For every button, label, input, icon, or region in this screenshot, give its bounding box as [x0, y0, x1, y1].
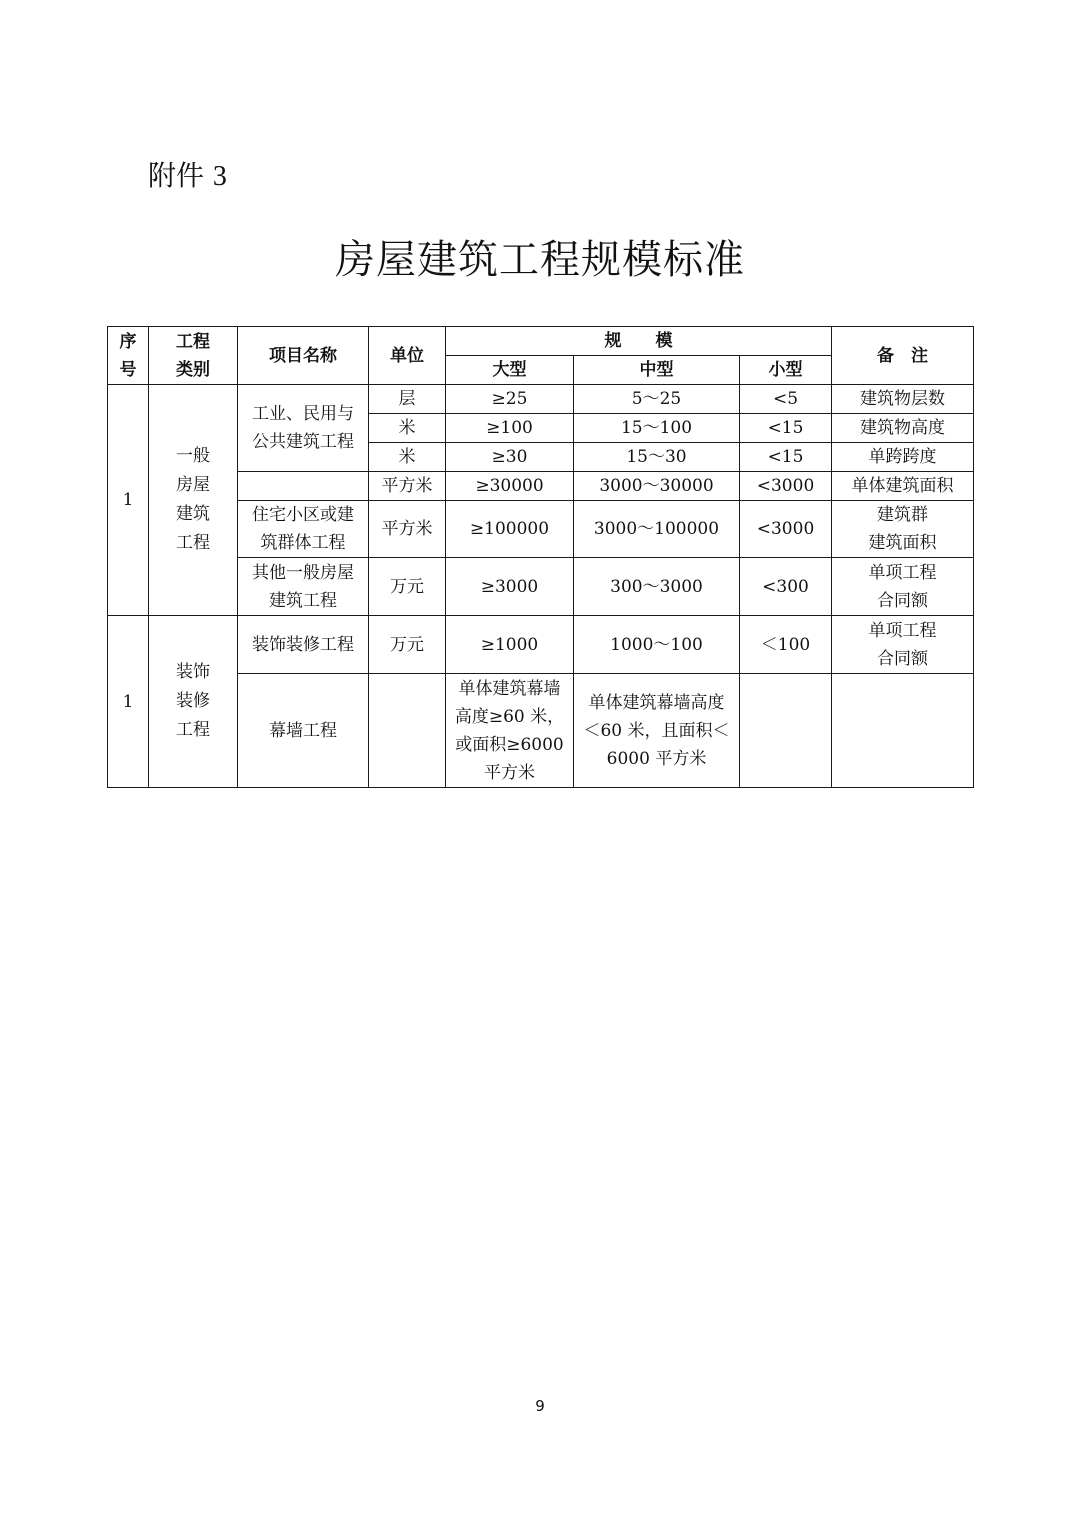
cell-item-empty — [238, 472, 369, 501]
cell-remark: 建筑群 建筑面积 — [832, 501, 974, 558]
table-row — [108, 472, 974, 501]
cell-item: 幕墙工程 — [238, 674, 369, 788]
cell-small: ＜100 — [740, 616, 832, 674]
group1-category: 一般 房屋 建筑 工程 — [149, 385, 238, 616]
cell-small — [740, 674, 832, 788]
cell-small: <15 — [740, 414, 832, 443]
cell-unit: 平方米 — [369, 472, 446, 501]
cell-small: <15 — [740, 443, 832, 472]
header-unit: 单位 — [369, 327, 446, 385]
cell-medium: 15～30 — [574, 443, 740, 472]
cell-item: 装饰装修工程 — [238, 616, 369, 674]
cell-large: ≥100 — [446, 414, 574, 443]
group1-index: 1 — [108, 385, 149, 616]
cell-unit: 层 — [369, 385, 446, 414]
cell-remark: 单体建筑面积 — [832, 472, 974, 501]
cell-unit: 万元 — [369, 558, 446, 616]
table-row — [108, 385, 974, 414]
cell-medium: 300～3000 — [574, 558, 740, 616]
header-large: 大型 — [446, 356, 574, 385]
cell-remark: 单跨跨度 — [832, 443, 974, 472]
attachment-number: 3 — [212, 161, 227, 192]
cell-small: <300 — [740, 558, 832, 616]
cell-large: ≥30000 — [446, 472, 574, 501]
cell-remark: 建筑物高度 — [832, 414, 974, 443]
header-small: 小型 — [740, 356, 832, 385]
cell-small: <3000 — [740, 501, 832, 558]
cell-unit: 平方米 — [369, 501, 446, 558]
cell-item: 其他一般房屋 建筑工程 — [238, 558, 369, 616]
cell-remark: 单项工程 合同额 — [832, 558, 974, 616]
header-remark: 备 注 — [832, 327, 974, 385]
page-title: 房屋建筑工程规模标准 — [335, 237, 745, 283]
group2-index: 1 — [108, 616, 149, 788]
table-row — [108, 616, 974, 674]
cell-remark — [832, 674, 974, 788]
cell-small: <5 — [740, 385, 832, 414]
cell-unit: 米 — [369, 414, 446, 443]
cell-large: ≥30 — [446, 443, 574, 472]
cell-item: 住宅小区或建 筑群体工程 — [238, 501, 369, 558]
cell-unit: 万元 — [369, 616, 446, 674]
group2-category: 装饰 装修 工程 — [149, 616, 238, 788]
cell-large: ≥100000 — [446, 501, 574, 558]
header-index: 序 号 — [108, 327, 149, 385]
cell-medium: 5～25 — [574, 385, 740, 414]
cell-remark: 建筑物层数 — [832, 385, 974, 414]
header-medium: 中型 — [574, 356, 740, 385]
cell-medium: 1000～100 — [574, 616, 740, 674]
scale-standard-table — [107, 326, 974, 788]
cell-medium: 15～100 — [574, 414, 740, 443]
cell-unit: 米 — [369, 443, 446, 472]
attachment-label-text: 附件 — [148, 159, 205, 192]
header-category: 工程 类别 — [149, 327, 238, 385]
cell-large: ≥1000 — [446, 616, 574, 674]
cell-large: ≥25 — [446, 385, 574, 414]
cell-medium: 3000～100000 — [574, 501, 740, 558]
cell-large: ≥3000 — [446, 558, 574, 616]
cell-medium: 单体建筑幕墙高度 ＜60 米，且面积＜ 6000 平方米 — [574, 674, 740, 788]
group1-item-industrial: 工业、民用与 公共建筑工程 — [238, 385, 369, 472]
header-scale: 规 模 — [446, 327, 832, 356]
page-number: 9 — [535, 1397, 545, 1415]
table-row — [108, 558, 974, 616]
table-row — [108, 501, 974, 558]
cell-small: <3000 — [740, 472, 832, 501]
cell-unit — [369, 674, 446, 788]
attachment-label — [148, 156, 227, 197]
cell-medium: 3000～30000 — [574, 472, 740, 501]
table-row — [108, 674, 974, 788]
cell-remark: 单项工程 合同额 — [832, 616, 974, 674]
table-header-row — [108, 327, 974, 356]
header-item: 项目名称 — [238, 327, 369, 385]
cell-large: 单体建筑幕墙 高度≥60 米， 或面积≥6000 平方米 — [446, 674, 574, 788]
